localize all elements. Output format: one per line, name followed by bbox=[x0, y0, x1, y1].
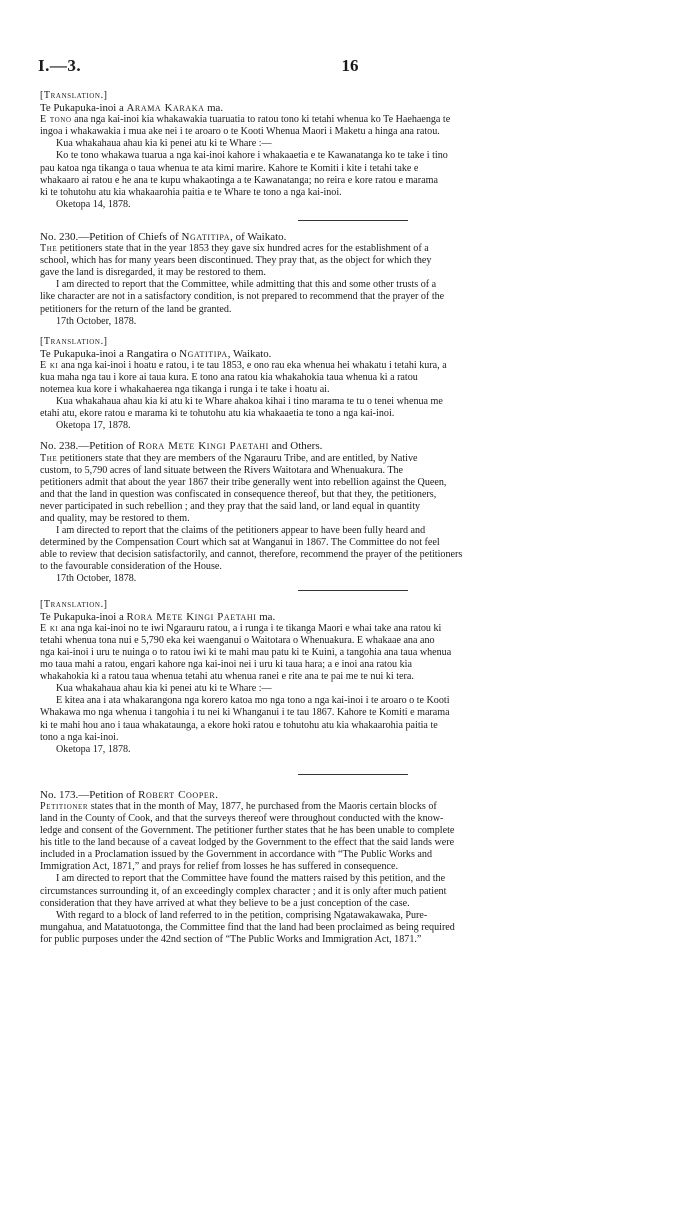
petitioner-name: Rora Mete Kingi Paetahi bbox=[138, 440, 269, 453]
paragraph-line: and that the land in question was confiscated in consequence thereof, but that they, the petitioners, bbox=[40, 488, 437, 500]
paragraph-line: Immigration Act, 1871,” and prays for relief from losses he has suffered in consequence. bbox=[40, 861, 399, 873]
translation-label: [Translation.] bbox=[40, 90, 108, 101]
paragraph-line: whakaaro ai ratou e he ana te kupu whakaotinga a te Kawanatanga; no reira e kore ratou e marama bbox=[40, 174, 438, 186]
paragraph-line: like character are not in a satisfactory condition, is not prepared to recommend that the prayer of the bbox=[40, 291, 445, 303]
lead-word: The bbox=[40, 452, 58, 464]
translation-label: [Translation.] bbox=[40, 335, 108, 347]
section-divider bbox=[298, 590, 408, 591]
section-title: Te Pukapuka-inoi a Arama Karaka ma. bbox=[40, 102, 224, 115]
paragraph-line: determined by the Compensation Court which sat at Wanganui in 1867. The Committee do not feel bbox=[40, 537, 440, 549]
paragraph-line: included in a Proclamation issued by the Government in accordance with “The Public Works and bbox=[40, 849, 432, 861]
paragraph-line: kua maha nga tau i kore ai taua kura. E tono ana ratou kia whakahokia taua whenua ki a ratou bbox=[40, 371, 418, 383]
lead-word: E ki bbox=[40, 622, 59, 634]
paragraph-line: custom, to 5,790 acres of land situate between the Rivers Waitotara and Whenuakura. The bbox=[40, 464, 404, 476]
section-title: No. 238.—Petition of Rora Mete Kingi Paetahi and Others. bbox=[40, 440, 323, 453]
lead-word: The bbox=[40, 243, 58, 255]
page-body bbox=[40, 90, 666, 946]
paragraph: E kitea ana i ata whakarangona nga korero katoa mo nga tono a nga kai-inoi i te aroaro o te Kooti bbox=[56, 695, 450, 707]
paragraph: I am directed to report that the Committee, while admitting that this and some other trusts of a bbox=[56, 279, 437, 291]
paragraph-line: mungahua, and Matatuotonga, the Committee find that the land had been proclaimed as being required bbox=[40, 921, 455, 933]
petitioner-name: Ngatitipa bbox=[179, 347, 228, 360]
paragraph-line: able to review that decision satisfactorily, and cannot, therefore, recommend the prayer of the petitioners bbox=[40, 549, 463, 561]
section-title: Te Pukapuka-inoi a Rora Mete Kingi Paetahi ma. bbox=[40, 610, 276, 623]
paragraph-line: ledge and consent of the Government. The petitioner further states that he has been unable to complete bbox=[40, 825, 455, 837]
paragraph-line: never participated in such rebellion ; and they pray that the said land, or land equal in quantity bbox=[40, 500, 421, 512]
report-reference: I.—3. bbox=[38, 56, 82, 75]
paragraph-line: tetahi whenua tona nui e 5,790 eka kei waenganui o Waitotara o Whenuakura. E whakaae ana ano bbox=[40, 634, 435, 646]
paragraph-line: circumstances surrounding it, of an exceedingly complex character ; and it is only after much patient bbox=[40, 885, 447, 897]
paragraph: Kua whakahaua ahau kia ki penei atu ki te Whare :— bbox=[56, 683, 272, 695]
paragraph-line: and quality, may be restored to them. bbox=[40, 513, 190, 524]
date-line: Oketopa 17, 1878. bbox=[56, 420, 131, 432]
petitioner-name: Ngatitipa bbox=[181, 230, 231, 243]
paragraph-line: consideration that they have arrived at what they believe to be a just conception of the case. bbox=[40, 897, 410, 909]
paragraph-line: Whakawa mo nga whenua i tangohia i tu nei ki Whanganui i te tau 1867. Kahore te Komiti e marama bbox=[40, 707, 450, 719]
paragraph-line: land in the County of Cook, and that the surveys thereof were throughout conducted with the know- bbox=[40, 812, 444, 824]
paragraph-line: petitioners admit that about the year 1867 their tribe generally went into rebellion against the Queen, bbox=[40, 476, 447, 488]
paragraph-line: petitioners for the return of the land be granted. bbox=[40, 303, 232, 315]
paragraph-line: ingoa i whakawakia i mua ake nei i te aroaro o te Kooti Whenua Maori i Maketu a hinga ana ratou. bbox=[40, 126, 440, 138]
translation-label: [Translation.] bbox=[40, 598, 108, 610]
section-title: No. 230.—Petition of Chiefs of Ngatitipa, of Waikato. bbox=[40, 230, 287, 243]
paragraph: The petitioners state that in the year 1853 they gave six hundred acres for the establishment of a bbox=[40, 243, 429, 255]
section-title: Te Pukapuka-inoi a Rangatira o Ngatitipa, Waikato. bbox=[40, 347, 272, 360]
paragraph: Kua whakahaua ahau kia ki atu ki te Whare ahakoa kihai i tino marama te tu o tenei whenua me bbox=[56, 396, 443, 408]
paragraph-line: to the favourable consideration of the House. bbox=[40, 561, 222, 573]
paragraph: E ki ana nga kai-inoi no te iwi Ngarauru ratou, a i runga i te tikanga Maori e whai take ana ratou ki bbox=[40, 622, 442, 634]
paragraph: E ki ana nga kai-inoi i hoatu e ratou, i te tau 1853, e ono rau eka whenua hei whakatu i tetahi kura, a bbox=[40, 359, 447, 371]
paragraph-line: nga kai-inoi i uru te nuinga o to ratou iwi ki te mahi mau patu ki te Kuini, a tangohia ana taua whenua bbox=[40, 646, 452, 658]
paragraph-line: notemea kua kore i whakahaerea nga tikanga i runga i te take i hoatu ai. bbox=[40, 384, 330, 396]
paragraph-line: his title to the land because of a caveat lodged by the Government to the effect that the said lands were bbox=[40, 837, 455, 849]
paragraph-line: etahi atu, ekore ratou e marama ki te tohutohu atu kia whakaaetia te tono a nga kai-inoi. bbox=[40, 408, 395, 420]
paragraph-line: tono a nga kai-inoi. bbox=[40, 731, 119, 743]
paragraph-line: school, which has for many years been discontinued. They pray that, as the object for which they bbox=[40, 255, 432, 267]
paragraph: I am directed to report that the Committee have found the matters raised by this petition, and the bbox=[56, 873, 446, 885]
paragraph: Petitioner states that in the month of May, 1877, he purchased from the Maoris certain blocks of bbox=[40, 800, 437, 812]
paragraph: I am directed to report that the claims of the petitioners appear to have been fully heard and bbox=[56, 525, 426, 537]
section-divider bbox=[298, 774, 408, 775]
paragraph: The petitioners state that they are members of the Ngarauru Tribe, and are entitled, by Native bbox=[40, 452, 418, 464]
paragraph: Kua whakahaua ahau kia ki penei atu ki te Whare :— bbox=[56, 138, 272, 150]
paragraph: Ko te tono whakawa tuarua a nga kai-inoi kahore i whakaaetia e te Kawanatanga ko te take i tino bbox=[56, 150, 448, 162]
paragraph-line: ki te mahi hou ano i taua whakataunga, a ekore hoki ratou e tohutohu atu kia whakaarohia paitia te bbox=[40, 719, 438, 731]
petitioner-name: Rora Mete Kingi Paetahi bbox=[126, 610, 257, 623]
paragraph-line: for public purposes under the 42nd section of “The Public Works and Immigration Act, 1871.” bbox=[40, 933, 422, 945]
lead-word: E ki bbox=[40, 359, 59, 371]
page-number: 16 bbox=[341, 56, 359, 75]
paragraph-line: whakahokia ki a ratou taua whenua tetahi atu whenua ranei e rite ana te pai me te nui ki tera. bbox=[40, 671, 414, 683]
petitioner-name: Robert Cooper bbox=[138, 788, 216, 801]
section-divider bbox=[298, 220, 408, 221]
date-line: 17th October, 1878. bbox=[56, 573, 137, 585]
lead-word: E tono bbox=[40, 114, 72, 126]
date-line: Oketopa 17, 1878. bbox=[56, 743, 131, 755]
paragraph-line: pau katoa nga tikanga o taua whenua te ata kimi marire. Kahore te Komiti i kite i tetahi take e bbox=[40, 162, 419, 174]
section-title: No. 173.—Petition of Robert Cooper. bbox=[40, 788, 219, 801]
petitioner-name: Arama Karaka bbox=[126, 102, 205, 115]
paragraph-line: mo taua mahi a ratou, engari kahore nga kai-inoi nei i uru ki taua hara; a e inoi ana ratou kia bbox=[40, 659, 412, 671]
paragraph-line: ki te tohutohu atu kia whakaarohia paitia e te Whare te tono a nga kai-inoi. bbox=[40, 186, 342, 198]
date-line: Oketopa 14, 1878. bbox=[56, 198, 131, 210]
lead-word: Petitioner bbox=[40, 800, 89, 812]
paragraph: E tono ana nga kai-inoi kia whakawakia tuaruatia to ratou tono ki tetahi whenua ko Te Haehaenga te bbox=[40, 114, 451, 126]
paragraph-line: gave the land is disregarded, it may be restored to them. bbox=[40, 267, 266, 279]
date-line: 17th October, 1878. bbox=[56, 315, 137, 327]
paragraph: With regard to a block of land referred to in the petition, comprising Ngatawakawaka, Pure- bbox=[56, 909, 428, 921]
